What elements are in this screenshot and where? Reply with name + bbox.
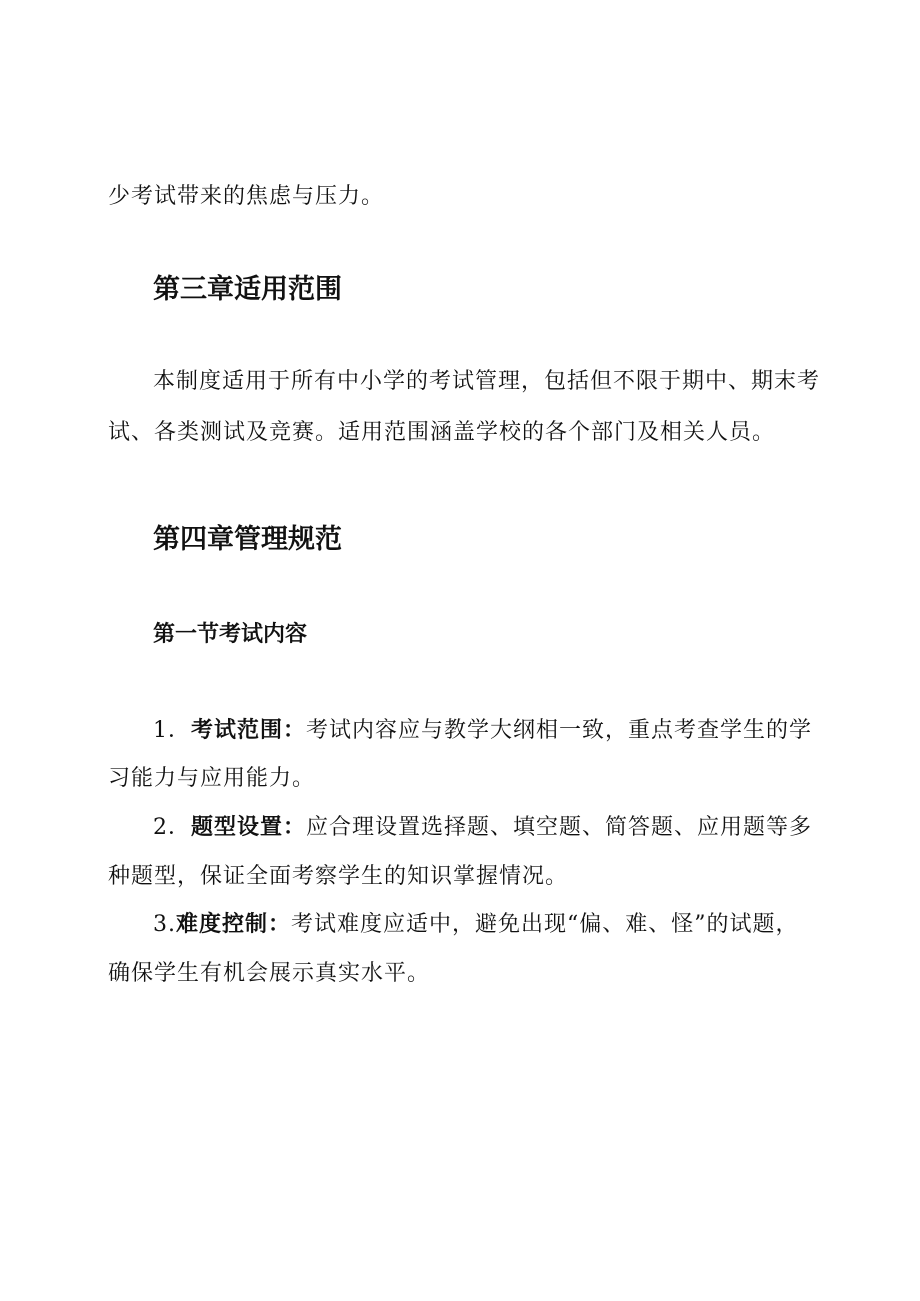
list-item-2-separator: ． xyxy=(168,815,192,840)
list-item-1-line-1 xyxy=(153,720,812,742)
list-item-3-keyword: 难度控制： xyxy=(176,912,292,937)
list-item-1-number: 1 xyxy=(153,718,168,743)
chapter-3-title: 第三章适用范围 xyxy=(153,274,342,305)
list-item-3-text: 考试难度应适中，避免出现“偏、难、怪”的试题， xyxy=(291,912,799,937)
list-item-3-line-1 xyxy=(153,914,799,936)
list-item-1-keyword: 考试范围： xyxy=(191,718,307,743)
chapter-3-paragraph-line-2: 试、各类测试及竞赛。适用范围涵盖学校的各个部门及相关人员。 xyxy=(108,420,776,445)
list-item-2-text: 应合理设置选择题、填空题、简答题、应用题等多 xyxy=(306,815,813,840)
intro-continued-line: 少考试带来的焦虑与压力。 xyxy=(108,184,385,209)
list-item-2-keyword: 题型设置： xyxy=(191,815,307,840)
list-item-2-number: 2 xyxy=(153,815,168,840)
list-item-1-separator: ． xyxy=(168,718,192,743)
list-item-2-line-2: 种题型，保证全面考察学生的知识掌握情况。 xyxy=(108,864,569,889)
list-item-3-number: 3 xyxy=(153,912,168,937)
chapter-4-title: 第四章管理规范 xyxy=(153,524,342,555)
section-1-title: 第一节考试内容 xyxy=(153,622,308,647)
list-item-3-line-2: 确保学生有机会展示真实水平。 xyxy=(108,961,431,986)
list-item-2-line-1 xyxy=(153,817,812,839)
list-item-1-line-2: 习能力与应用能力。 xyxy=(108,766,316,791)
list-item-1-text: 考试内容应与教学大纲相一致，重点考查学生的学 xyxy=(306,718,813,743)
list-item-3-separator: . xyxy=(168,912,176,937)
chapter-3-paragraph-line-1: 本制度适用于所有中小学的考试管理，包括但不限于期中、期末考 xyxy=(153,369,821,394)
